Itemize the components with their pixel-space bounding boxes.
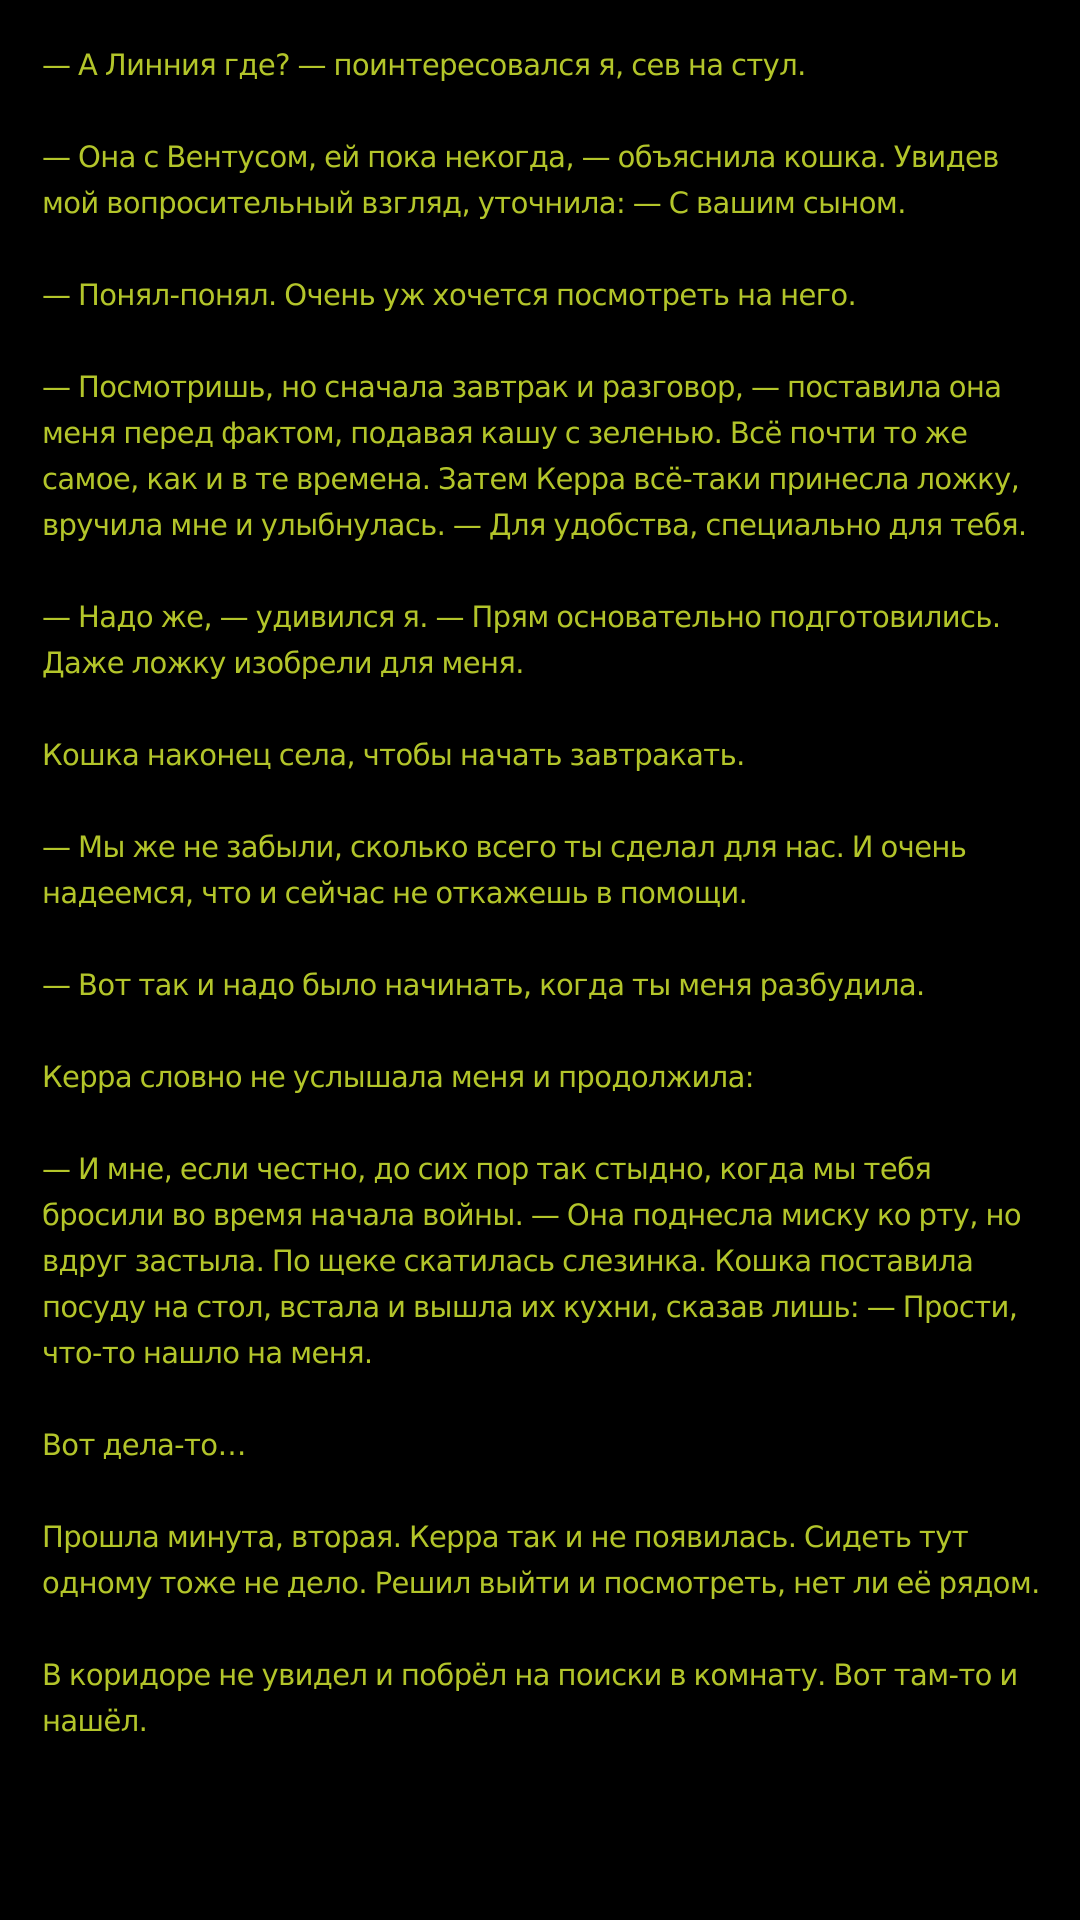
paragraph: Прошла минута, вторая. Керра так и не появилась. Сидеть тут одному тоже не дело. Решил выйти и посмотреть, нет ли её рядом. <box>42 1520 1040 1600</box>
paragraph: Вот дела-то… <box>42 1428 246 1462</box>
paragraph: — Она с Вентусом, ей пока некогда, — объяснила кошка. Увидев мой вопросительный взгляд, уточнила: — С вашим сыном. <box>42 140 999 220</box>
reader-page <box>42 42 1042 1790</box>
paragraph: Кошка наконец села, чтобы начать завтракать. <box>42 738 745 772</box>
paragraph: — И мне, если честно, до сих пор так стыдно, когда мы тебя бросили во время начала войны. — Она поднесла миску ко рту, но вдруг застыла. По щеке скатилась слезинка. Кошка поставила посуду на стол, встала и вышла их кухни, сказав лишь: — Прости, что-то нашло на меня. <box>42 1152 1021 1370</box>
paragraph: — Посмотришь, но сначала завтрак и разговор, — поставила она меня перед фактом, подавая кашу с зеленью. Всё почти то же самое, как и в те времена. Затем Керра всё-таки принесла ложку, вручила мне и улыбнулась. — Для удобства, специально для тебя. <box>42 370 1027 542</box>
paragraph: — Надо же, — удивился я. — Прям основательно подготовились. Даже ложку изобрели для меня. <box>42 600 1001 680</box>
paragraph: — А Линния где? — поинтересовался я, сев на стул. <box>42 48 806 82</box>
paragraph: — Понял-понял. Очень уж хочется посмотреть на него. <box>42 278 857 312</box>
paragraph: В коридоре не увидел и побрёл на поиски в комнату. Вот там-то и нашёл. <box>42 1658 1018 1738</box>
paragraph: Керра словно не услышала меня и продолжила: <box>42 1060 754 1094</box>
paragraph: — Мы же не забыли, сколько всего ты сделал для нас. И очень надеемся, что и сейчас не откажешь в помощи. <box>42 830 967 910</box>
paragraph: — Вот так и надо было начинать, когда ты меня разбудила. <box>42 968 925 1002</box>
